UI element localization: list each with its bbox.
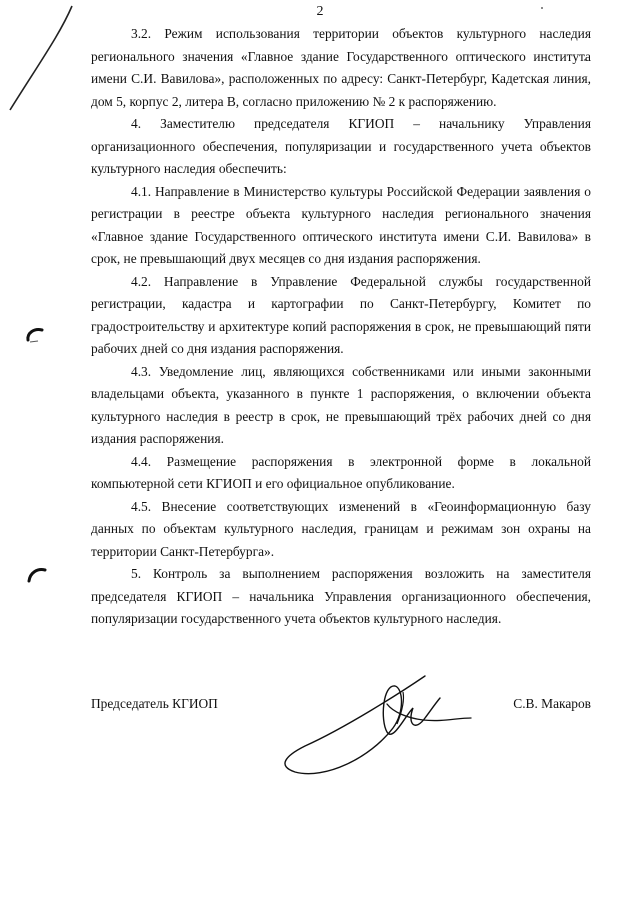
paragraph-4-4: 4.4. Размещение распоряжения в электронной форме в локальной компьютерной сети КГИОП и его официальное опубликование. (91, 453, 591, 491)
binder-hole-mark-icon (24, 326, 46, 348)
paragraph-4-2: 4.2. Направление в Управление Федеральной службы государственной регистрации, кадастра и картографии по Санкт-Петербургу, Комитет по градостроительству и архитектуре копий распоряжения в срок, не превышающий пяти рабочих дней со дня издания распоряжения. (91, 273, 591, 356)
margin-stroke-icon (0, 0, 80, 120)
paragraph-4-1: 4.1. Направление в Министерство культуры Российской Федерации заявления о регистрации в реестре объекта культурного наследия регионального значения «Главное здание Государственного оптического института имени С.И. Вавилова» в срок, не превышающий двух месяцев со дня издания распоряжения. (91, 183, 591, 266)
paragraph-4: 4. Заместителю председателя КГИОП – начальнику Управления организационного обеспечения, популяризации и государственного учета объектов культурного наследия обеспечить: (91, 116, 591, 176)
paragraph-4-3: 4.3. Уведомление лиц, являющихся собственниками или иными законными владельцами объекта, указанного в пункте 1 распоряжения, о включении объекта культурного наследия в реестр в срок, не превышающий трёх рабочих дней со дня издания распоряжения. (91, 363, 591, 446)
handwritten-signature-icon (275, 668, 475, 778)
paragraph-5: 5. Контроль за выполнением распоряжения возложить на заместителя председателя КГИОП – начальника Управления организационного обеспечения, популяризации государственного учета объектов культурного наследия. (91, 566, 591, 626)
page-number: 2 (316, 4, 324, 19)
paragraph-4-5: 4.5. Внесение соответствующих изменений в «Геоинформационную базу данных по объектам культурного наследия, границам и режимам зон охраны на территории Санкт-Петербурга». (91, 498, 591, 559)
signatory-name: С.В. Макаров (513, 696, 591, 711)
binder-hole-mark-icon (26, 566, 48, 588)
scan-speck (541, 7, 543, 9)
paragraph-3-2: 3.2. Режим использования территории объектов культурного наследия регионального значения «Главное здание Государственного оптического института имени С.И. Вавилова», расположенных по адресу: Санкт-Петербург, Кадетская линия, дом 5, корпус 2, литера В, согласно приложению № 2 к распоряжению. (91, 26, 591, 109)
signatory-position: Председатель КГИОП (91, 696, 218, 711)
document-body (91, 23, 591, 631)
